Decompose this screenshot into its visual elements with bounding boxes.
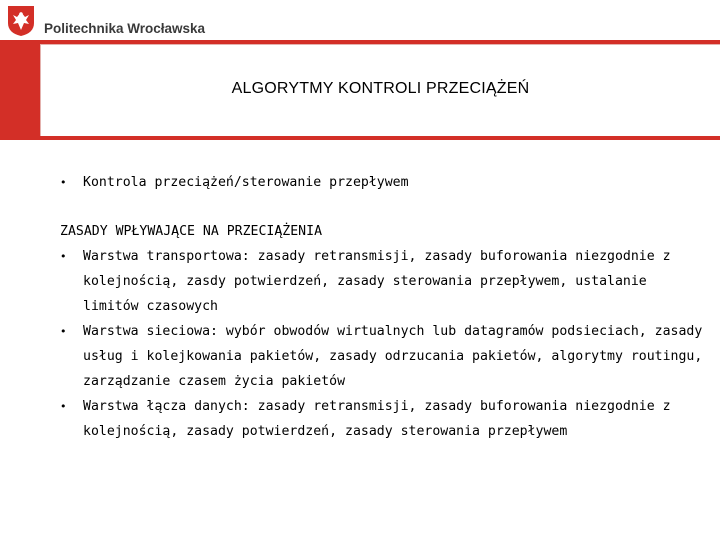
list-item: • Warstwa łącza danych: zasady retransmisji, zasady buforowania niezgodnie z kolejnością, zasady potwierdzeń, zasady sterowania przepływem [60, 394, 710, 444]
spacer [60, 195, 720, 215]
bullet-list [60, 244, 710, 444]
intro-bullet: • Kontrola przeciążeń/sterowanie przepływem [60, 170, 720, 195]
list-item: • Warstwa transportowa: zasady retransmisji, zasady buforowania niezgodnie z kolejnością, zasdy potwierdzeń, zasady sterowania przepływem, ustalanie limitów czasowych [60, 244, 710, 319]
slide-content [60, 170, 720, 215]
institution-name: Politechnika Wrocławska [44, 21, 206, 36]
institution-header [0, 0, 720, 40]
section-heading: ZASADY WPŁYWAJĄCE NA PRZECIĄŻENIA [60, 224, 323, 239]
slide-title: ALGORYTMY KONTROLI PRZECIĄŻEŃ [231, 80, 530, 97]
title-box [40, 44, 720, 136]
eagle-crest-icon [7, 5, 35, 37]
title-band [0, 40, 720, 140]
list-item: • Warstwa sieciowa: wybór obwodów wirtualnych lub datagramów podsieciach, zasady usług i kolejkowania pakietów, zasady odrzucania pakietów, algorytmy routingu, zarządzanie czasem życia pakietów [60, 319, 710, 394]
